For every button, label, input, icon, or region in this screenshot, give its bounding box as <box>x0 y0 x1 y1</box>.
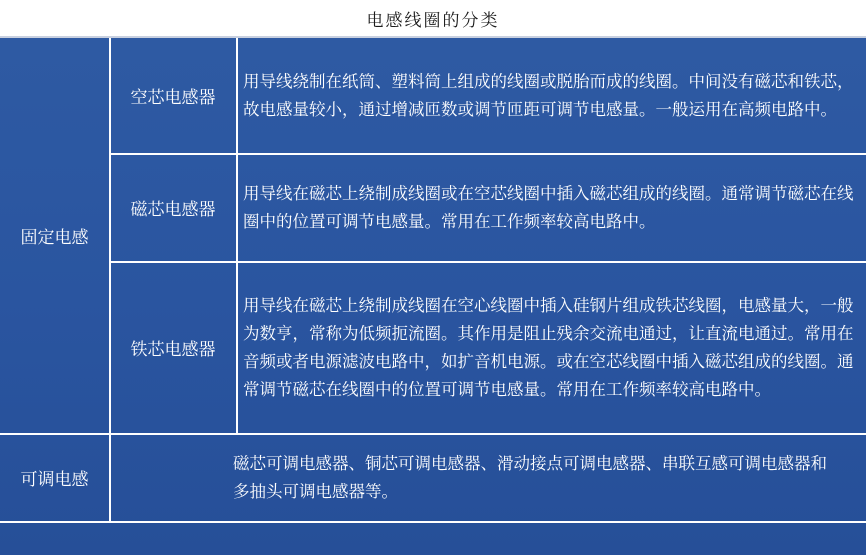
category-fixed-inductor: 固定电感 <box>20 228 89 248</box>
table-title: 电感线圈的分类 <box>0 0 866 38</box>
grid-line <box>0 521 866 523</box>
type-air-core-inductor: 空芯电感器 <box>130 88 216 108</box>
type-magnetic-core-inductor: 磁芯电感器 <box>130 200 216 220</box>
air-core-description: 用导线绕制在纸筒、塑料筒上组成的线圈或脱胎而成的线圈。中间没有磁芯和铁芯，故电感量较小，通过增减匝数或调节匝距可调节电感量。一般运用在高频电路中。 <box>243 71 854 119</box>
type-iron-core-inductor: 铁芯电感器 <box>130 340 216 360</box>
adjustable-description: 磁芯可调电感器、铜芯可调电感器、滑动接点可调电感器、串联互感可调电感器和多抽头可调电感器等。 <box>233 453 827 501</box>
category-adjustable-inductor: 可调电感 <box>20 470 89 490</box>
magnetic-core-description: 用导线在磁芯上绕制成线圈或在空芯线圈中插入磁芯组成的线圈。通常调节磁芯在线圈中的位置可调节电感量。常用在工作频率较高电路中。 <box>243 183 854 231</box>
iron-core-description: 用导线在磁芯上绕制成线圈在空心线圈中插入硅钢片组成铁芯线圈，电感量大，一般为数亨，常称为低频扼流圈。其作用是阻止残余交流电通过，让直流电通过。常用在音频或者电源滤波电路中，如扩音机电源。或在空芯线圈中插入磁芯组成的线圈。通常调节磁芯在线圈中的位置可调节电感量。常用在工作频率较高电路中。 <box>243 295 854 399</box>
classification-table <box>0 38 866 555</box>
